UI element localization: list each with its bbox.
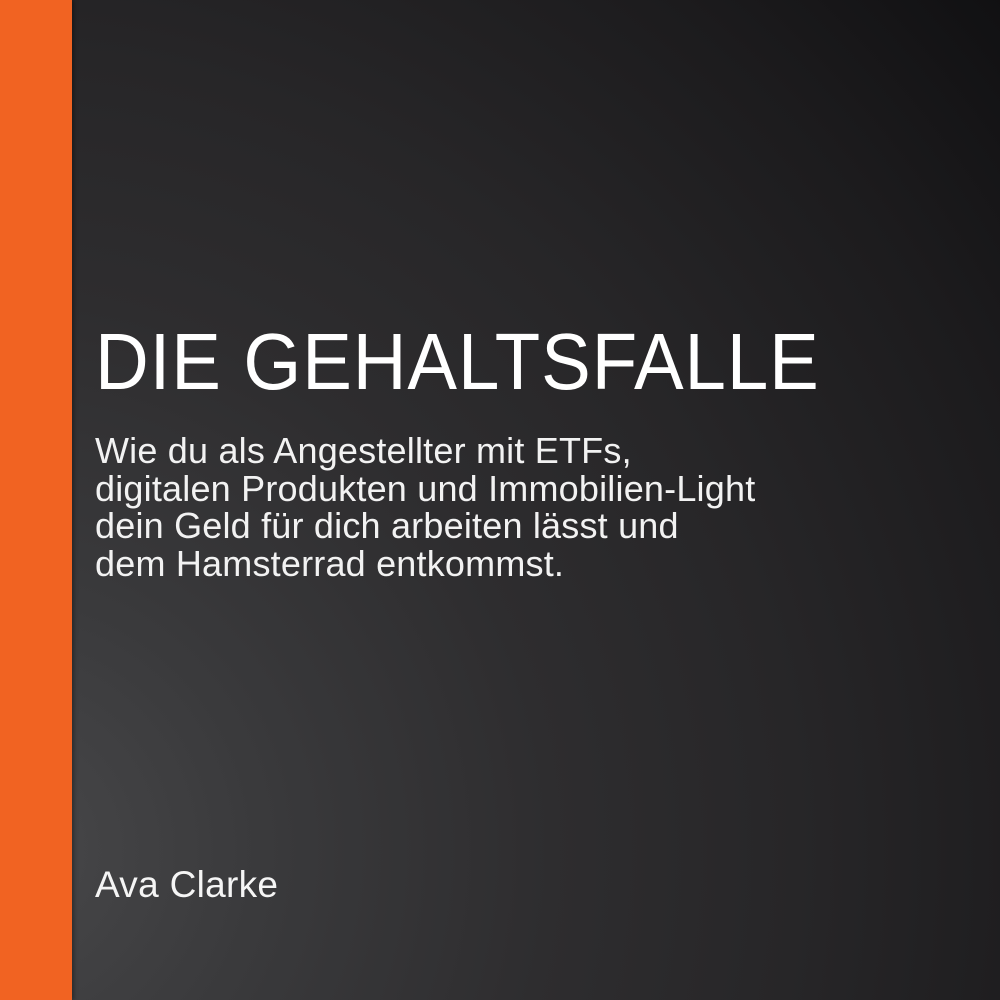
subtitle-line-4: dem Hamsterrad entkommst. xyxy=(95,542,565,584)
cover-title: DIE GEHALTSFALLE xyxy=(95,317,820,406)
author-name: Ava Clarke xyxy=(95,864,279,905)
subtitle-line-3: dein Geld für dich arbeiten lässt und xyxy=(95,505,679,546)
subtitle-line-1: Wie du als Angestellter mit ETFs, xyxy=(95,430,632,471)
subtitle-line-2: digitalen Produkten und Immobilien-Light xyxy=(95,467,756,509)
cover-subtitle xyxy=(95,432,755,582)
accent-stripe xyxy=(0,0,72,1000)
